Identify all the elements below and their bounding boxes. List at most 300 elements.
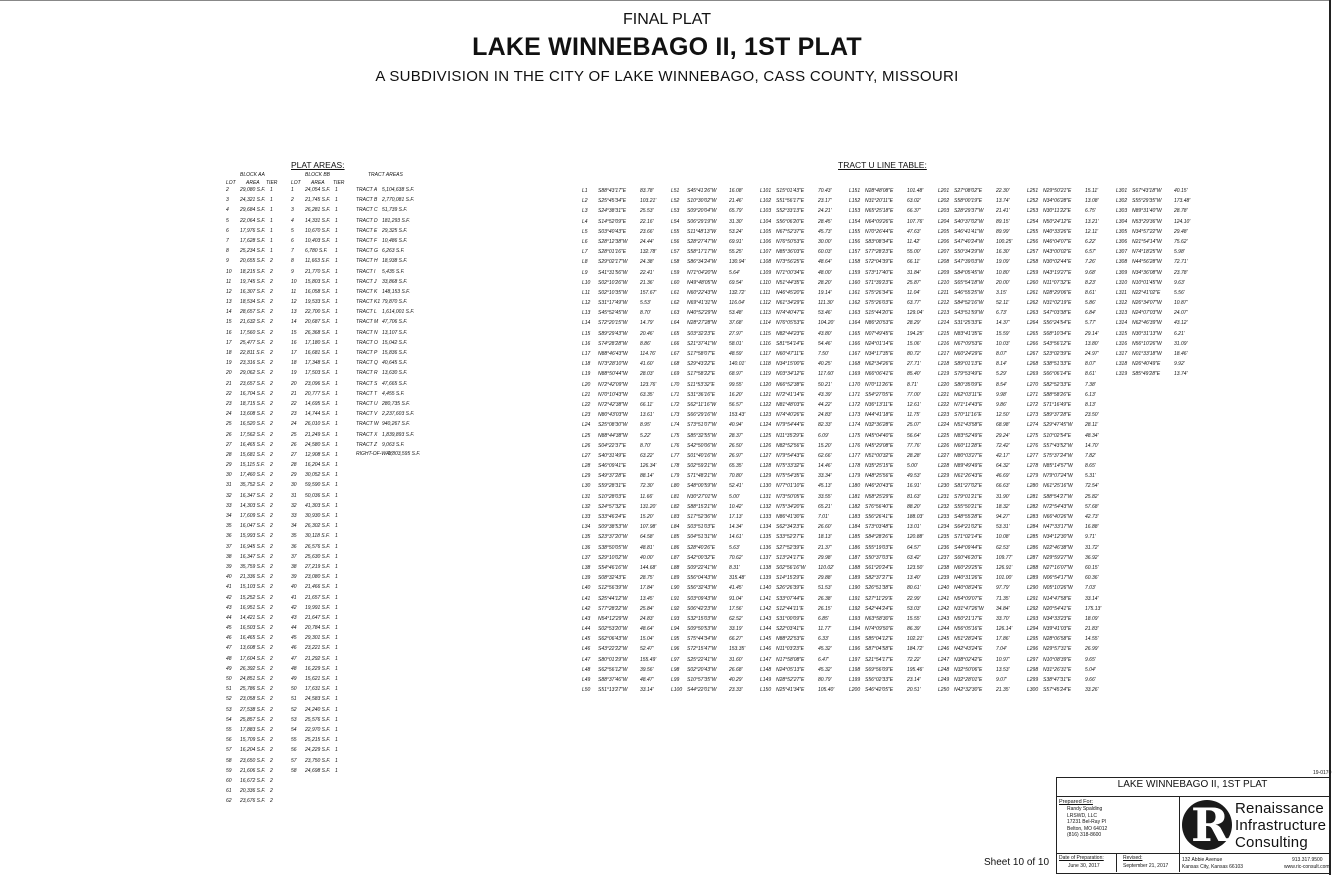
tract-row-cell: TRACT P xyxy=(356,350,378,356)
line-table-row xyxy=(582,441,668,451)
block-bb-row-cell: 1 xyxy=(335,400,338,407)
block-bb-row-cell: 54 xyxy=(291,726,297,733)
line-table-row-cell: 24.21' xyxy=(818,208,832,215)
line-table-row-cell: L18 xyxy=(582,361,591,368)
right-of-way-label: RIGHT-OF-WAY xyxy=(356,451,393,457)
line-table-row xyxy=(938,624,1024,634)
tract-row-cell: TRACT I xyxy=(356,268,376,275)
block-bb-row-cell: 51 xyxy=(291,696,297,703)
block-aa-row-cell: 35 xyxy=(226,523,232,530)
line-table-row-cell: S10°02'54"E xyxy=(1043,432,1072,439)
line-table-row xyxy=(938,217,1024,227)
line-table-row xyxy=(938,543,1024,553)
line-table-row-cell: S67°43'18"W xyxy=(1132,188,1162,194)
line-table-row-cell: 10.03' xyxy=(996,340,1010,347)
line-table-row xyxy=(1027,553,1113,563)
line-table-row-cell: L96 xyxy=(671,646,680,653)
line-table-row-cell: L48 xyxy=(582,666,591,673)
block-bb-row-cell: 1 xyxy=(335,441,338,448)
line-table-row-cell: 26.99' xyxy=(1085,646,1099,653)
tract-row xyxy=(356,419,426,429)
line-table-row-cell: N69°41'31"W xyxy=(687,300,717,307)
line-table-row-cell: L159 xyxy=(849,269,861,276)
line-table-row-cell: 11.42' xyxy=(907,238,921,245)
line-table-row-cell: N64°09'26"E xyxy=(865,218,894,225)
company-address-1: 132 Abbie Avenue xyxy=(1182,857,1223,863)
line-table-row-cell: L249 xyxy=(938,677,950,683)
line-table-row xyxy=(582,481,668,491)
line-table-row-cell: 8.65' xyxy=(1085,463,1096,470)
block-bb-row xyxy=(291,267,353,277)
line-table-row xyxy=(582,420,668,430)
line-table-row-cell: L185 xyxy=(849,534,861,541)
line-table-row-cell: N82°44'23"E xyxy=(776,330,805,337)
line-table-row-cell: L179 xyxy=(849,473,861,480)
block-bb-row-cell: 1 xyxy=(335,451,338,458)
line-table-row-cell: S59°28'31"E xyxy=(598,483,627,490)
block-bb-row-cell: 1 xyxy=(335,584,338,591)
line-table-row-cell: 19.09' xyxy=(996,259,1010,266)
company-address-2: Kansas City, Kansas 66103 xyxy=(1182,864,1244,870)
line-table-row xyxy=(582,665,668,675)
block-aa-row-cell: 16,945 S.F. xyxy=(240,543,266,550)
block-aa-row-cell: 21,336 S.F. xyxy=(240,574,266,581)
block-aa-row-cell: 21,632 S.F. xyxy=(240,319,266,326)
line-table-row-cell: L255 xyxy=(1027,228,1039,235)
line-table-row xyxy=(582,308,668,318)
line-table-row-cell: N54°09'07"E xyxy=(954,595,983,602)
line-table-row-cell: N11°03'23"E xyxy=(776,646,804,653)
block-bb-row xyxy=(291,705,353,715)
line-table-row-cell: S02°10'35"W xyxy=(598,289,628,296)
line-table-row xyxy=(760,431,846,441)
line-table-row-cell: L31 xyxy=(582,493,591,500)
line-table-row-cell: 194.25' xyxy=(907,330,924,337)
line-table-row-cell: L105 xyxy=(760,228,772,235)
line-table-row-cell: 80.79' xyxy=(818,677,832,683)
block-aa-row-cell: 9 xyxy=(226,258,229,265)
block-bb-row-cell: 19 xyxy=(291,370,297,377)
block-bb-row-cell: 1 xyxy=(335,258,338,265)
line-table-row-cell: N82°52'56"E xyxy=(776,442,805,449)
line-table-row-cell: 8.95' xyxy=(640,422,651,429)
line-table-row-cell: 13.53' xyxy=(996,666,1010,673)
line-table-row-cell: L64 xyxy=(671,320,680,327)
line-table-row-cell: L294 xyxy=(1027,626,1039,633)
block-aa-row-cell: 15,252 S.F. xyxy=(240,594,266,601)
block-aa-row-cell: 2 xyxy=(270,309,273,316)
tract-row-cell: TRACT D xyxy=(356,217,378,224)
line-table-row-cell: 12.11' xyxy=(1085,228,1099,235)
line-table-row-cell: S43°51'59"W xyxy=(954,310,984,317)
line-table-row xyxy=(1027,308,1113,318)
line-table-row-cell: N61°34'29"E xyxy=(776,300,805,307)
block-aa-row-cell: 17,604 S.F. xyxy=(240,655,266,662)
line-table-row-cell: L314 xyxy=(1116,320,1128,327)
line-table-row-cell: 13.08' xyxy=(1085,198,1099,205)
line-table-row xyxy=(582,369,668,379)
line-table-row-cell: L73 xyxy=(671,412,680,419)
block-aa-row-cell: 2 xyxy=(270,319,273,326)
line-table-row-cell: 13.21' xyxy=(1085,218,1099,225)
line-table-row-cell: 16.91' xyxy=(907,483,921,490)
line-table-row xyxy=(760,237,846,247)
line-table-row-cell: 100.25' xyxy=(996,238,1013,245)
line-table-row xyxy=(582,217,668,227)
line-table-row xyxy=(1116,298,1202,308)
line-table-row xyxy=(1027,390,1113,400)
block-aa-row-cell: 2 xyxy=(270,462,273,469)
line-table-row-cell: S22°03'41"E xyxy=(776,626,805,633)
line-table-row xyxy=(671,461,757,471)
line-table-row-cell: 13.80' xyxy=(1085,340,1099,347)
line-table-row-cell: L128 xyxy=(760,463,772,470)
block-aa-row xyxy=(226,328,288,338)
line-table-row-cell: 5.98' xyxy=(1174,249,1185,256)
block-aa-row-cell: 2 xyxy=(270,788,273,795)
line-table-row-cell: S82°52'33"E xyxy=(1043,381,1072,388)
line-table-row xyxy=(760,604,846,614)
line-table-row-cell: N11°35'29"E xyxy=(776,432,804,439)
line-table-row-cell: 99.55' xyxy=(729,381,743,388)
line-table-row-cell: S66°06'14"E xyxy=(1043,371,1072,378)
line-table-row xyxy=(1116,278,1202,288)
block-bb-row-cell: 15,803 S.F. xyxy=(305,278,331,285)
line-table-row xyxy=(760,553,846,563)
line-table-row-cell: L115 xyxy=(760,330,771,337)
line-table-row-cell: 50.21' xyxy=(818,381,832,388)
line-table-row-cell: 111.30' xyxy=(818,300,834,307)
line-table-row-cell: 5.77' xyxy=(1085,320,1096,327)
block-bb-row-cell: 1 xyxy=(291,187,294,193)
line-table-row-cell: S46°42'05"E xyxy=(865,687,894,694)
line-table-row-cell: N44°41'18"E xyxy=(865,412,894,419)
block-bb-row-cell: 1 xyxy=(335,339,338,346)
line-table-row xyxy=(582,227,668,237)
line-table-row-cell: L24 xyxy=(582,422,591,429)
line-table-row-cell: S54°27'05"E xyxy=(865,391,894,398)
line-table-row xyxy=(849,461,935,471)
line-table-row xyxy=(582,522,668,532)
line-table-row-cell: 48.00' xyxy=(818,269,832,276)
line-table-row xyxy=(1116,318,1202,328)
line-table-row xyxy=(760,594,846,604)
tract-row xyxy=(356,358,426,368)
revised-label: Revised: xyxy=(1123,855,1143,861)
line-table-row-cell: S55°29'35"W xyxy=(1132,198,1162,205)
tract-row-cell: TRACT W xyxy=(356,421,379,428)
line-table-row-cell: N32°28'01"E xyxy=(954,677,983,683)
line-table-row xyxy=(671,380,757,390)
line-table-row-cell: 48.34' xyxy=(1085,432,1099,439)
line-table-row xyxy=(1027,471,1113,481)
line-table-row xyxy=(582,196,668,206)
block-aa-row-cell: 2 xyxy=(270,421,273,428)
line-table-row-cell: L297 xyxy=(1027,656,1039,663)
line-table-row-cell: N73°50'05"E xyxy=(776,493,805,500)
line-table-row-cell: 14.46' xyxy=(818,463,832,470)
line-table-column xyxy=(849,186,935,695)
line-table-row xyxy=(671,318,757,328)
line-table-row-cell: L154 xyxy=(849,218,861,225)
line-table-row-cell: S54°46'16"W xyxy=(598,564,628,571)
block-aa-row xyxy=(226,195,288,205)
line-table-row-cell: 9.92' xyxy=(1174,361,1185,368)
line-table-row-cell: 13.01' xyxy=(907,524,921,531)
line-table-row xyxy=(938,227,1024,237)
line-table-row xyxy=(938,257,1024,267)
block-bb-row xyxy=(291,623,353,633)
line-table-row xyxy=(849,400,935,410)
line-table-row xyxy=(671,583,757,593)
block-bb-row-cell: 1 xyxy=(335,319,338,326)
line-table-row-cell: 72.30' xyxy=(640,483,654,490)
block-aa-row-cell: 62 xyxy=(226,798,232,805)
block-bb-row-cell: 8 xyxy=(291,258,294,265)
line-table-row-cell: L264 xyxy=(1027,320,1039,327)
block-aa-row-cell: 17,562 S.F. xyxy=(240,431,266,438)
line-table-row-cell: 24.38' xyxy=(640,259,654,266)
line-table-row-cell: L291 xyxy=(1027,595,1039,602)
line-table-row-cell: 8.61' xyxy=(1085,289,1096,296)
line-table-row-cell: N29°50'21"E xyxy=(1043,188,1072,194)
block-bb-row-cell: 57 xyxy=(291,757,297,764)
line-table-row-cell: S29°43'22"E xyxy=(687,361,716,368)
line-table-row-cell: L298 xyxy=(1027,666,1039,673)
line-table-row-cell: 16.88' xyxy=(1085,524,1099,531)
line-table-row xyxy=(760,349,846,359)
line-table-row-cell: S42°00'32"E xyxy=(687,554,716,561)
line-table-row-cell: 28.03' xyxy=(640,371,654,378)
line-table-row xyxy=(1027,196,1113,206)
line-table-row-cell: S89°29'43"W xyxy=(598,330,628,337)
line-table-row xyxy=(760,410,846,420)
line-table-row-cell: L162 xyxy=(849,300,861,307)
line-table-row-cell: L211 xyxy=(938,289,949,296)
line-table-row-cell: L190 xyxy=(849,585,861,592)
line-table-row-cell: 123.76' xyxy=(640,381,657,388)
block-bb-row xyxy=(291,440,353,450)
block-aa-row-cell: 2 xyxy=(270,574,273,581)
block-aa-row-cell: 17,628 S.F. xyxy=(240,237,266,244)
line-table-row-cell: S62°34'23"E xyxy=(776,524,805,531)
block-bb-row xyxy=(291,358,353,368)
line-table-row-cell: N75°33'32"E xyxy=(776,463,805,470)
line-table-row-cell: S51°56'17"E xyxy=(776,198,805,205)
line-table-row-cell: L233 xyxy=(938,514,950,520)
line-table-row-cell: 25.07' xyxy=(907,422,921,429)
line-table-row-cell: L309 xyxy=(1116,269,1128,276)
block-bb-row-cell: 15,621 S.F. xyxy=(305,676,331,682)
line-table-row-cell: 45.32' xyxy=(818,666,832,673)
line-table-row-cell: L6 xyxy=(582,238,588,245)
line-table-row-cell: 21.83' xyxy=(1085,626,1099,633)
block-aa-row xyxy=(226,267,288,277)
line-table-row-cell: N62°34'26"E xyxy=(865,361,894,368)
line-table-row-cell: 65.79' xyxy=(729,208,743,215)
line-table-row xyxy=(760,675,846,685)
line-table-row-cell: 33.55' xyxy=(818,493,832,500)
line-table-row-cell: L30 xyxy=(582,483,591,490)
block-aa-row-cell: 15,103 S.F. xyxy=(240,584,266,591)
block-aa-row-cell: 2 xyxy=(270,726,273,733)
line-table-row xyxy=(938,410,1024,420)
line-table-row xyxy=(938,665,1024,675)
line-table-row-cell: 20.00' xyxy=(996,279,1010,286)
block-bb-row-cell: 43 xyxy=(291,614,297,621)
line-table-row-cell: L287 xyxy=(1027,554,1039,561)
line-table-row-cell: N36°13'11"E xyxy=(865,401,893,408)
tract-row-cell: TRACT X xyxy=(356,431,378,438)
line-table-row-cell: S10°57'35"W xyxy=(687,677,717,683)
line-table-row-cell: L11 xyxy=(582,289,590,296)
line-table-row-cell: 8.70' xyxy=(640,310,651,317)
line-table-row xyxy=(849,329,935,339)
line-table-row-cell: N62°03'11"E xyxy=(954,391,982,398)
block-bb-row-cell: 16,681 S.F. xyxy=(305,350,331,356)
line-table-row xyxy=(1027,380,1113,390)
line-table-row-cell: S62°56'12"W xyxy=(598,666,628,673)
block-aa-row xyxy=(226,776,288,786)
line-table-row-cell: N61°26'43"E xyxy=(954,473,983,480)
block-bb-row-cell: 1 xyxy=(335,462,338,469)
line-table-row-cell: S32°15'03"W xyxy=(687,615,717,622)
block-aa-row xyxy=(226,521,288,531)
block-bb-row-cell: 1 xyxy=(335,472,338,479)
block-bb-row-cell: 1 xyxy=(335,625,338,632)
line-table-row-cell: S25°44'12"W xyxy=(598,595,628,602)
block-bb-row-cell: 1 xyxy=(335,360,338,367)
line-table-row-cell: N86°20'53"E xyxy=(865,320,894,327)
tract-row-cell: 940,267 S.F. xyxy=(382,421,410,428)
line-table-row-cell: 15.04' xyxy=(640,636,654,643)
line-table-row-cell: S24°38'31"E xyxy=(598,208,627,215)
line-table-row-cell: 58.01' xyxy=(729,340,743,347)
line-table-row-cell: 53.31' xyxy=(996,524,1010,531)
tract-row xyxy=(356,430,426,440)
line-table-row-cell: N31°47'26"W xyxy=(954,605,984,612)
line-table-row-cell: L114 xyxy=(760,320,771,327)
block-bb-row-cell: 29 xyxy=(291,472,297,479)
line-table-row xyxy=(1116,227,1202,237)
line-table-row-cell: L312 xyxy=(1116,300,1128,307)
line-table-row-cell: 41.60' xyxy=(640,361,654,368)
line-table-row xyxy=(671,186,757,196)
line-table-row-cell: N44°56'28"W xyxy=(1132,259,1162,266)
line-table-row-cell: L131 xyxy=(760,493,772,500)
line-table-row-cell: L224 xyxy=(938,422,950,429)
block-aa-row-cell: 29 xyxy=(226,462,232,469)
line-table-row xyxy=(671,369,757,379)
line-table-row-cell: 6.47' xyxy=(818,656,829,663)
line-table-row-cell: L220 xyxy=(938,381,950,388)
line-table-row xyxy=(671,492,757,502)
block-bb-row-cell: 24,229 S.F. xyxy=(305,747,331,754)
line-table-row-cell: L204 xyxy=(938,218,950,225)
line-table-row-cell: L304 xyxy=(1116,218,1128,225)
line-table-row-cell: L74 xyxy=(671,422,680,429)
line-table-row-cell: N45°04'40"E xyxy=(865,432,894,439)
block-aa-row-cell: 16,347 S.F. xyxy=(240,553,266,560)
line-table-row-cell: S75°26'34"E xyxy=(865,289,894,296)
block-aa-row-cell: 52 xyxy=(226,696,232,703)
line-table-row-cell: N32°50'06"E xyxy=(954,666,983,673)
line-table-row-cell: 155.49' xyxy=(640,656,657,663)
line-table-row-cell: L288 xyxy=(1027,564,1039,571)
block-bb-row-cell: 1 xyxy=(335,533,338,540)
block-bb-row-cell: 50,036 S.F. xyxy=(305,492,331,499)
block-aa-row-cell: 2 xyxy=(270,625,273,632)
tract-row-cell: 51,739 S.F. xyxy=(382,207,408,214)
line-table-row-cell: N27°16'07"W xyxy=(1043,564,1073,571)
tract-row xyxy=(356,205,426,215)
line-table-row xyxy=(760,441,846,451)
line-table-row-cell: L310 xyxy=(1116,279,1128,286)
block-aa-row-cell: 15,709 S.F. xyxy=(240,737,266,744)
line-table-row-cell: S56°24'54"E xyxy=(1043,320,1072,327)
block-aa-row-cell: 14 xyxy=(226,309,232,316)
block-bb-row-cell: 21,657 S.F. xyxy=(305,594,331,601)
line-table-row-cell: 55.25' xyxy=(729,249,743,256)
line-table-row-cell: N88°22'53"E xyxy=(776,636,805,643)
block-aa-row-cell: 2 xyxy=(270,523,273,530)
block-bb-row-cell: 1 xyxy=(335,370,338,377)
line-table-row xyxy=(671,624,757,634)
line-table-row xyxy=(849,288,935,298)
line-table-row-cell: L57 xyxy=(671,249,680,256)
line-table-row xyxy=(671,206,757,216)
line-table-row-cell: 25.87' xyxy=(907,279,921,286)
line-table-row-cell: 40.29' xyxy=(729,677,743,683)
block-aa-row-cell: 57 xyxy=(226,747,232,754)
line-table-row-cell: N46°45'20"E xyxy=(776,289,805,296)
line-table-row-cell: 37.68' xyxy=(729,320,743,327)
block-bb-row-cell: 50 xyxy=(291,686,297,693)
line-table-row-cell: L279 xyxy=(1027,473,1039,480)
line-table-row-cell: L286 xyxy=(1027,544,1039,551)
line-table-row-cell: L244 xyxy=(938,626,950,633)
tract-row xyxy=(356,185,426,195)
line-table-row-cell: L139 xyxy=(760,575,772,582)
line-table-row-cell: 15.11' xyxy=(1085,188,1099,194)
block-bb-row-cell: 26 xyxy=(291,441,297,448)
block-bb-row-cell: 6,780 S.F. xyxy=(305,248,328,255)
line-table-row-cell: L39 xyxy=(582,575,591,582)
line-table-row-cell: 89.15' xyxy=(996,218,1010,225)
line-table-row xyxy=(671,217,757,227)
block-aa-row xyxy=(226,501,288,511)
line-table-row-cell: L176 xyxy=(849,442,861,449)
line-table-row-cell: 17.86' xyxy=(996,636,1010,643)
block-aa-row-cell: 1 xyxy=(270,217,273,224)
line-table-row-cell: S81°27'02"E xyxy=(954,483,983,490)
block-bb-row-cell: 25,630 S.F. xyxy=(305,553,331,560)
line-table-row xyxy=(938,206,1024,216)
line-table-row-cell: S73°51'07"W xyxy=(687,422,717,429)
line-table-column xyxy=(938,186,1024,695)
block-aa-row xyxy=(226,796,288,806)
line-table-row-cell: 18.09' xyxy=(1085,615,1099,622)
line-table-row-cell: L183 xyxy=(849,514,861,520)
prep-date: June 30, 2017 xyxy=(1068,863,1100,869)
line-table-row-cell: 9.07' xyxy=(996,677,1007,683)
line-table-row-cell: S04°22'37"E xyxy=(598,442,627,449)
block-aa-row xyxy=(226,409,288,419)
line-table-row-cell: 9.65' xyxy=(1085,656,1096,663)
line-table-row xyxy=(849,206,935,216)
line-table-row xyxy=(760,206,846,216)
block-aa-row-cell: 14,303 S.F. xyxy=(240,502,266,509)
